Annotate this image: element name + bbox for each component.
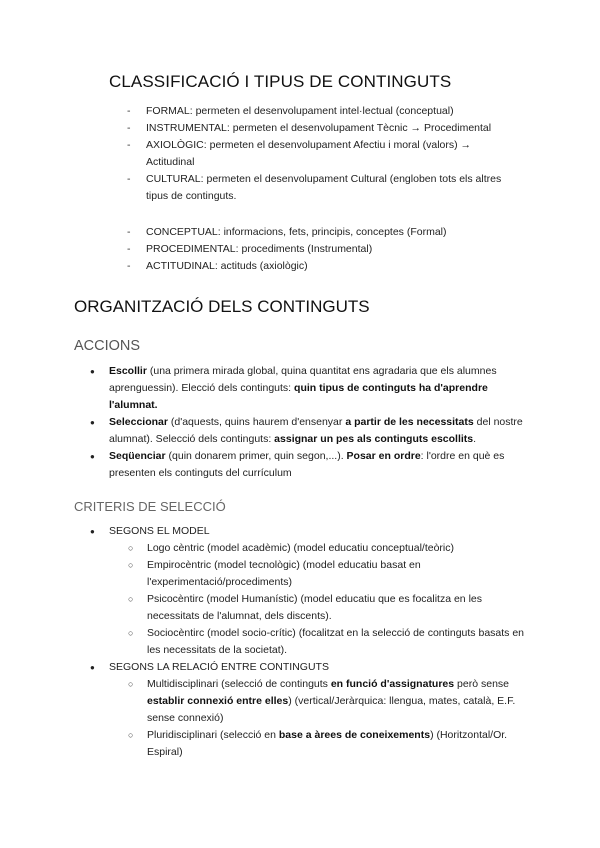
text: : l'ordre en què es presenten els continguts del currículum bbox=[109, 450, 505, 479]
model-sublist bbox=[109, 540, 530, 659]
text: SEGONS LA RELACIÓ ENTRE CONTINGUTS bbox=[109, 661, 329, 673]
heading-accions: ACCIONS bbox=[74, 338, 141, 354]
text: (una primera mirada global, quina quantitat ens agradaria que els alumnes aprenguessin). Elecció dels continguts: bbox=[109, 365, 497, 394]
section-title-organitzacio: ORGANITZACIÓ DELS CONTINGUTS bbox=[74, 297, 370, 316]
accions-list bbox=[90, 363, 530, 482]
sublist-item: ○ Sociocèntirc (model socio-crític) (focalitzat en la selecció de continguts basats en les necessitats de la societat). bbox=[121, 625, 530, 659]
list-item: - FORMAL: permeten el desenvolupament intel·lectual (conceptual) bbox=[127, 103, 507, 120]
bold-text: a partir de les necessitats bbox=[345, 416, 474, 428]
bold-text: Posar en ordre bbox=[346, 450, 421, 462]
bold-text: Seqüenciar bbox=[109, 450, 166, 462]
relacio-sublist bbox=[109, 676, 530, 761]
list-item: - AXIOLÒGIC: permeten el desenvolupament Afectiu i moral (valors) → Actitudinal bbox=[127, 137, 507, 171]
text: Pluridisciplinari (selecció en bbox=[147, 729, 279, 741]
text: Multidisciplinari (selecció de continguts bbox=[147, 678, 331, 690]
list-item: - CULTURAL: permeten el desenvolupament Cultural (engloben tots els altres tipus de continguts. bbox=[127, 171, 507, 205]
bold-text: quin tipus de continguts ha d'aprendre l'alumnat. bbox=[109, 382, 488, 411]
classification-list-1 bbox=[127, 103, 507, 205]
list-item-sequenciar bbox=[90, 448, 530, 482]
list-item: - PROCEDIMENTAL: procediments (Instrumental) bbox=[127, 241, 507, 258]
criteris-list bbox=[90, 523, 530, 761]
text: del nostre alumnat). Selecció dels continguts: bbox=[109, 416, 523, 445]
list-item-relacio bbox=[90, 659, 530, 761]
sublist-item: ○ Psicocèntirc (model Humanístic) (model educatiu que es focalitza en les necessitats de l'alumnat, dels discents). bbox=[121, 591, 530, 625]
text: però sense bbox=[454, 678, 509, 690]
sublist-item: ○ Empirocèntric (model tecnològic) (model educatiu basat en l'experimentació/procediments) bbox=[121, 557, 530, 591]
bold-text: en funció d'assignatures bbox=[330, 678, 455, 690]
text: (quin donarem primer, quin segon,...). bbox=[165, 450, 347, 462]
bold-text: Escollir bbox=[109, 365, 147, 377]
section-title-classificacio: CLASSIFICACIÓ I TIPUS DE CONTINGUTS bbox=[109, 72, 452, 91]
bold-text: assignar un pes als continguts escollits bbox=[274, 433, 474, 445]
list-item-seleccionar bbox=[90, 414, 530, 448]
list-item: - CONCEPTUAL: informacions, fets, principis, conceptes (Formal) bbox=[127, 224, 507, 241]
sublist-item: ○ Logo cèntric (model acadèmic) (model educatiu conceptual/teòric) bbox=[121, 540, 530, 557]
list-item-escollir bbox=[90, 363, 530, 414]
bold-text: base a àrees de coneixements bbox=[278, 729, 431, 741]
text: (d'aquests, quins haurem d'ensenyar bbox=[167, 416, 346, 428]
bold-text: establir connexió entre elles bbox=[147, 695, 289, 707]
text: . bbox=[473, 433, 477, 445]
text: SEGONS EL MODEL bbox=[109, 525, 210, 537]
text: ) (Horitzontal/Or. Espiral) bbox=[147, 729, 508, 758]
list-item: - INSTRUMENTAL: permeten el desenvolupament Tècnic → Procedimental bbox=[127, 120, 507, 137]
heading-criteris: CRITERIS DE SELECCIÓ bbox=[74, 499, 226, 514]
classification-list-2 bbox=[127, 224, 507, 275]
list-item: - ACTITUDINAL: actituds (axiològic) bbox=[127, 258, 507, 275]
sublist-item-pluri bbox=[121, 727, 530, 761]
bold-text: Seleccionar bbox=[109, 416, 168, 428]
text: ) (vertical/Jeràrquica: llengua, mates, català, E.F. sense connexió) bbox=[147, 695, 516, 724]
sublist-item-multi bbox=[121, 676, 530, 727]
list-item-model bbox=[90, 523, 530, 659]
